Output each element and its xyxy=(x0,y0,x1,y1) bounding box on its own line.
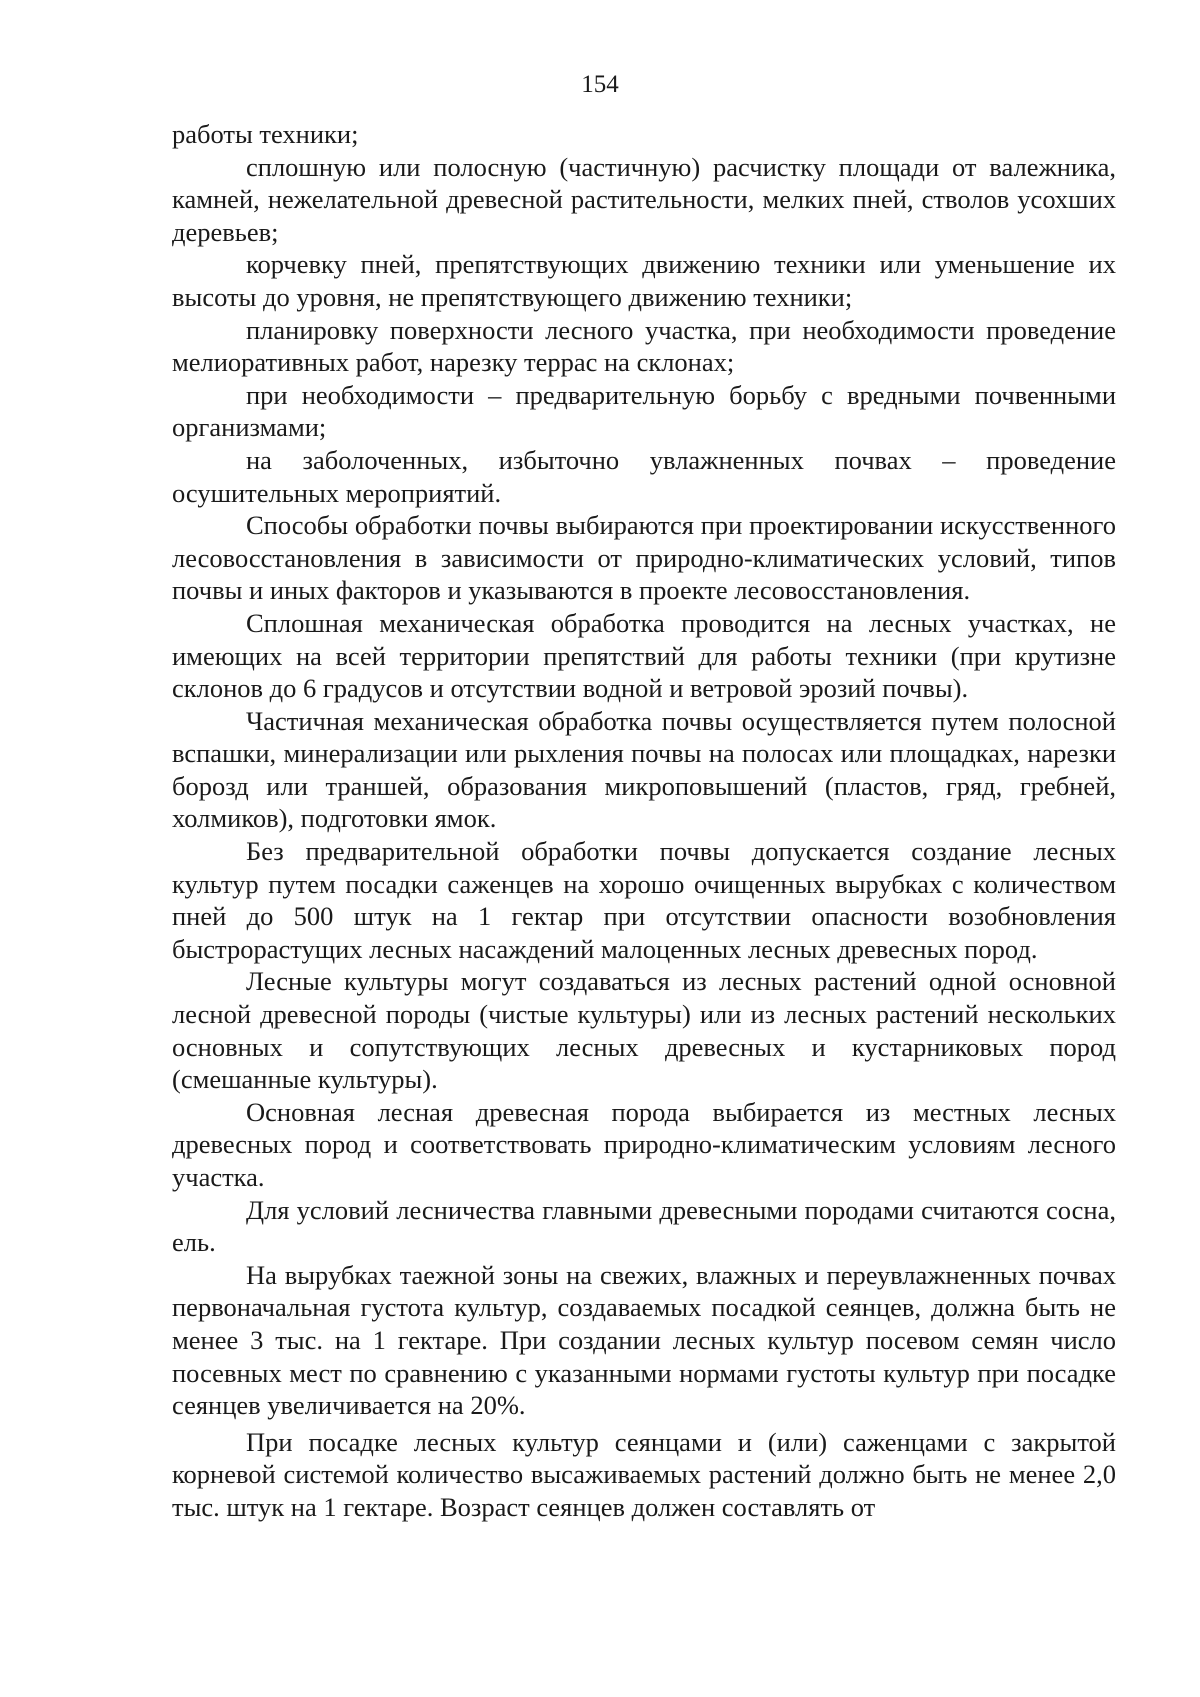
paragraph: Без предварительной обработки почвы допускается создание лесных культур путем посадки саженцев на хорошо очищенных вырубках с количеством пней до 500 штук на 1 гектар при отсутствии опасности возобновления быстрорастущих лесных насаждений малоценных лесных древесных пород. xyxy=(172,836,1116,964)
paragraph: Лесные культуры могут создаваться из лесных растений одной основной лесной древесной породы (чистые культуры) или из лесных растений нескольких основных и сопутствующих лесных древесных и кустарниковых пород (смешанные культуры). xyxy=(172,966,1116,1095)
paragraph: Сплошная механическая обработка проводится на лесных участках, не имеющих на всей территории препятствий для работы техники (при крутизне склонов до 6 градусов и отсутствии водной и ветровой эрозий почвы). xyxy=(172,607,1116,704)
paragraph: Для условий лесничества главными древесными породами считаются сосна, ель. xyxy=(172,1194,1116,1258)
paragraph: работы техники; xyxy=(172,119,359,149)
paragraph: На вырубках таежной зоны на свежих, влажных и переувлажненных почвах первоначальная густота культур, создаваемых посадкой сеянцев, должна быть не менее 3 тыс. на 1 гектаре. При создании лесных культур посевом семян число посевных мест по сравнению с указанными нормами густоты культур при посадке сеянцев увеличивается на 20%. xyxy=(172,1259,1116,1421)
page-number: 154 xyxy=(581,71,619,98)
paragraph: Способы обработки почвы выбираются при проектировании искусственного лесовосстановления в зависимости от природно-климатических условий, типов почвы и иных факторов и указываются в проекте лесовосстановления. xyxy=(172,510,1116,606)
paragraph: корчевку пней, препятствующих движению техники или уменьшение их высоты до уровня, не препятствующего движению техники; xyxy=(172,249,1116,312)
paragraph: При посадке лесных культур сеянцами и (или) саженцами с закрытой корневой системой количество высаживаемых растений должно быть не менее 2,0 тыс. штук на 1 гектаре. Возраст сеянцев должен составлять от xyxy=(172,1426,1116,1522)
paragraph: при необходимости – предварительную борьбу с вредными почвенными организмами; xyxy=(172,379,1116,443)
paragraph: на заболоченных, избыточно увлажненных почвах – проведение осушительных мероприятий. xyxy=(172,444,1116,508)
paragraph: Частичная механическая обработка почвы осуществляется путем полосной вспашки, минерализации или рыхления почвы на полосах или площадках, нарезки борозд или траншей, образования микроповышений (пластов, гряд, гребней, холмиков), подготовки ямок. xyxy=(172,705,1116,834)
paragraph: Основная лесная древесная порода выбирается из местных лесных древесных пород и соответствовать природно-климатическим условиям лесного участка. xyxy=(172,1096,1116,1192)
paragraph: планировку поверхности лесного участка, при необходимости проведение мелиоративных работ, нарезку террас на склонах; xyxy=(172,314,1116,378)
document-body xyxy=(172,118,1116,1524)
paragraph: сплошную или полосную (частичную) расчистку площади от валежника, камней, нежелательной древесной растительности, мелких пней, стволов усохших деревьев; xyxy=(172,151,1116,247)
